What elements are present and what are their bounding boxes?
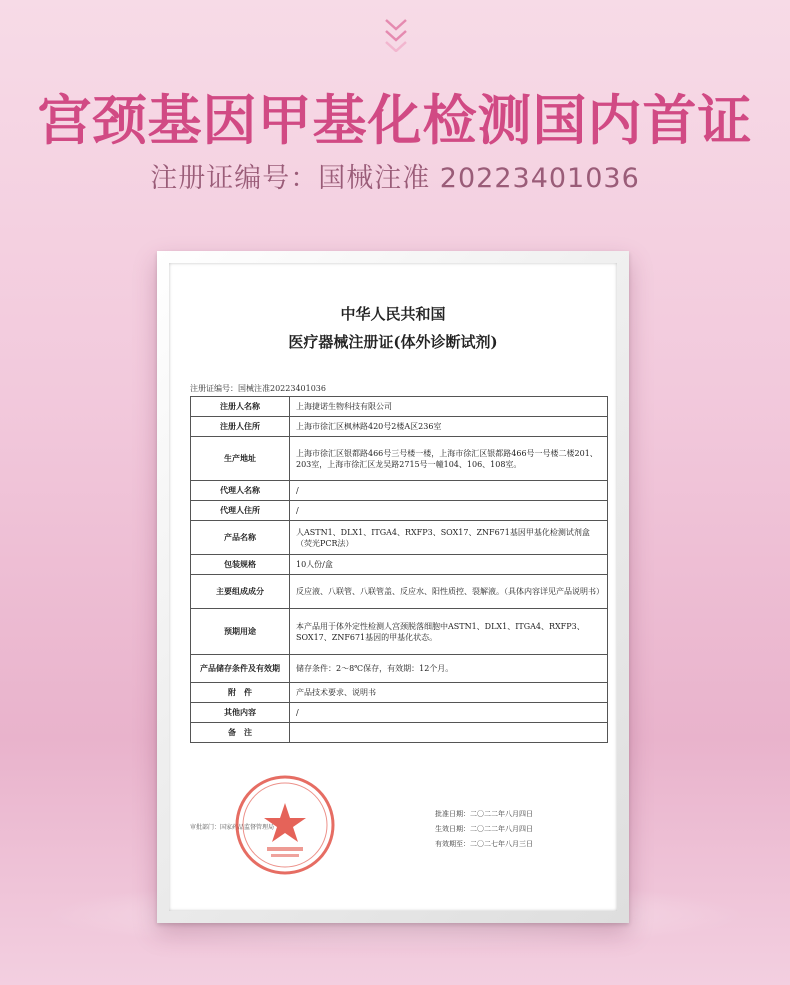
certificate-paper xyxy=(169,263,617,911)
row-value: / xyxy=(290,703,608,723)
row-value: 10人份/盒 xyxy=(290,555,608,575)
certificate-row xyxy=(191,555,608,575)
row-value: 上海捷诺生物科技有限公司 xyxy=(290,397,608,417)
row-value xyxy=(290,723,608,743)
row-label: 附 件 xyxy=(191,683,290,703)
row-label: 生产地址 xyxy=(191,437,290,481)
row-label: 包装规格 xyxy=(191,555,290,575)
certificate-row xyxy=(191,575,608,609)
expiry-date: 有效期至：二〇二七年八月三日 xyxy=(435,840,533,848)
row-label: 注册人住所 xyxy=(191,417,290,437)
footer-note: 审批部门：国家药品监督管理局 xyxy=(190,824,275,831)
certificate-frame xyxy=(157,251,629,923)
row-value: / xyxy=(290,501,608,521)
row-value: 产品技术要求、说明书 xyxy=(290,683,608,703)
certificate-dates xyxy=(435,807,533,852)
official-seal-icon xyxy=(233,773,337,877)
row-label: 预期用途 xyxy=(191,609,290,655)
row-label: 其他内容 xyxy=(191,703,290,723)
row-label: 产品名称 xyxy=(191,521,290,555)
row-value: 上海市徐汇区银都路466号三号楼一楼，上海市徐汇区银都路466号一号楼二楼201、203室，上海市徐汇区龙吴路2715号一幢104、106、108室。 xyxy=(290,437,608,481)
row-label: 代理人住所 xyxy=(191,501,290,521)
approval-date: 批准日期：二〇二二年八月四日 xyxy=(435,810,533,818)
row-label: 注册人名称 xyxy=(191,397,290,417)
certificate-row xyxy=(191,481,608,501)
effective-date: 生效日期：二〇二二年八月四日 xyxy=(435,825,533,833)
certificate-row xyxy=(191,723,608,743)
row-value: / xyxy=(290,481,608,501)
certificate-row xyxy=(191,397,608,417)
registration-number: 注册证编号：国械注准 20223401036 xyxy=(150,163,640,194)
certificate-row xyxy=(191,521,608,555)
row-label: 代理人名称 xyxy=(191,481,290,501)
row-value: 储存条件：2～8℃保存，有效期：12个月。 xyxy=(290,655,608,683)
certificate-table xyxy=(190,396,608,743)
certificate-row xyxy=(191,437,608,481)
certificate-row xyxy=(191,703,608,723)
certificate-title-line2: 医疗器械注册证(体外诊断试剂) xyxy=(288,333,498,351)
page-title: 宫颈基因甲基化检测国内首证 xyxy=(37,89,753,152)
certificate-reg-no: 注册证编号：国械注准20223401036 xyxy=(190,384,326,393)
double-chevron-down-icon xyxy=(383,14,409,52)
row-value: 反应液、八联管、八联管盖、反应水、阳性质控、裂解液。（具体内容详见产品说明书） xyxy=(290,575,608,609)
certificate-row xyxy=(191,501,608,521)
row-label: 产品储存条件及有效期 xyxy=(191,655,290,683)
row-value: 人ASTN1、DLX1、ITGA4、RXFP3、SOX17、ZNF671基因甲基化检测试剂盒（荧光PCR法） xyxy=(290,521,608,555)
row-value: 上海市徐汇区枫林路420号2楼A区236室 xyxy=(290,417,608,437)
certificate-row xyxy=(191,417,608,437)
row-value: 本产品用于体外定性检测人宫颈脱落细胞中ASTN1、DLX1、ITGA4、RXFP3、SOX17、ZNF671基因的甲基化状态。 xyxy=(290,609,608,655)
row-label: 主要组成成分 xyxy=(191,575,290,609)
certificate-row xyxy=(191,683,608,703)
certificate-row xyxy=(191,609,608,655)
certificate-title-line1: 中华人民共和国 xyxy=(340,305,446,323)
certificate-row xyxy=(191,655,608,683)
row-label: 备 注 xyxy=(191,723,290,743)
